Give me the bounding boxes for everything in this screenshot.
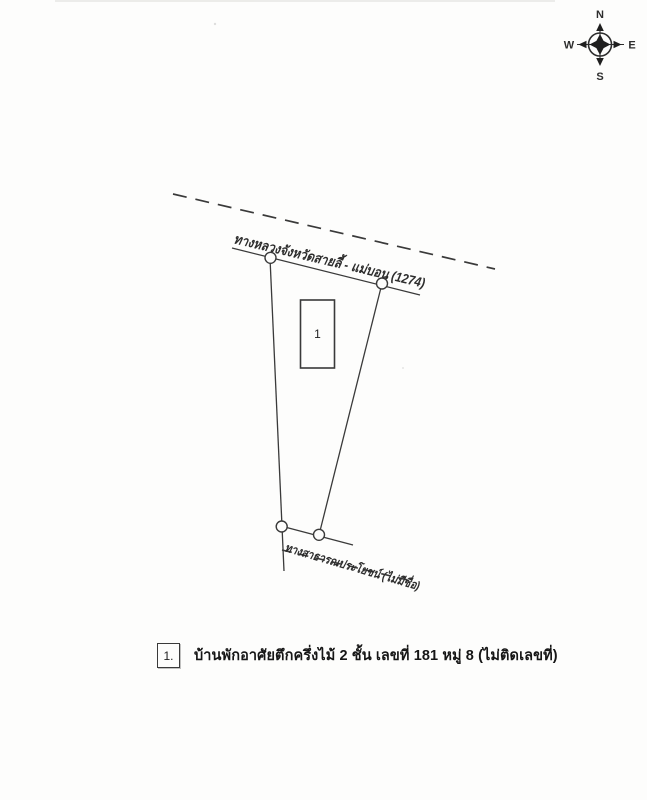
compass-rose-icon: [564, 9, 636, 83]
highway-name-label: ทางหลวงจังหวัดสายลี้ - แม่บอน (1274): [232, 231, 455, 298]
boundary-marker-ne: [377, 278, 388, 289]
boundary-marker-sw: [276, 521, 287, 532]
building-marker-label: 1: [314, 327, 321, 341]
compass-west-label: W: [563, 39, 575, 52]
boundary-marker-se: [314, 529, 325, 540]
compass-south-label: S: [596, 71, 604, 83]
legend: [157, 643, 558, 668]
legend-item-description: บ้านพักอาศัยตึกครึ่งไม้ 2 ชั้น เลขที่ 181 หมู่ 8 (ไม่ติดเลขที่): [194, 648, 558, 664]
compass-arrow-east: [614, 41, 622, 49]
boundary-marker-nw: [265, 252, 276, 263]
legend-item-number: 1.: [157, 643, 180, 668]
compass-star: [590, 34, 611, 55]
compass-arrow-north: [596, 23, 604, 31]
compass-east-label: E: [628, 39, 636, 52]
compass-arrow-south: [596, 58, 604, 66]
public-road-name-label: ทางสาธารณประโยชน์ (ไม่มีชื่อ): [283, 540, 446, 600]
compass-arrow-west: [579, 41, 587, 49]
compass-north-label: N: [596, 9, 604, 21]
